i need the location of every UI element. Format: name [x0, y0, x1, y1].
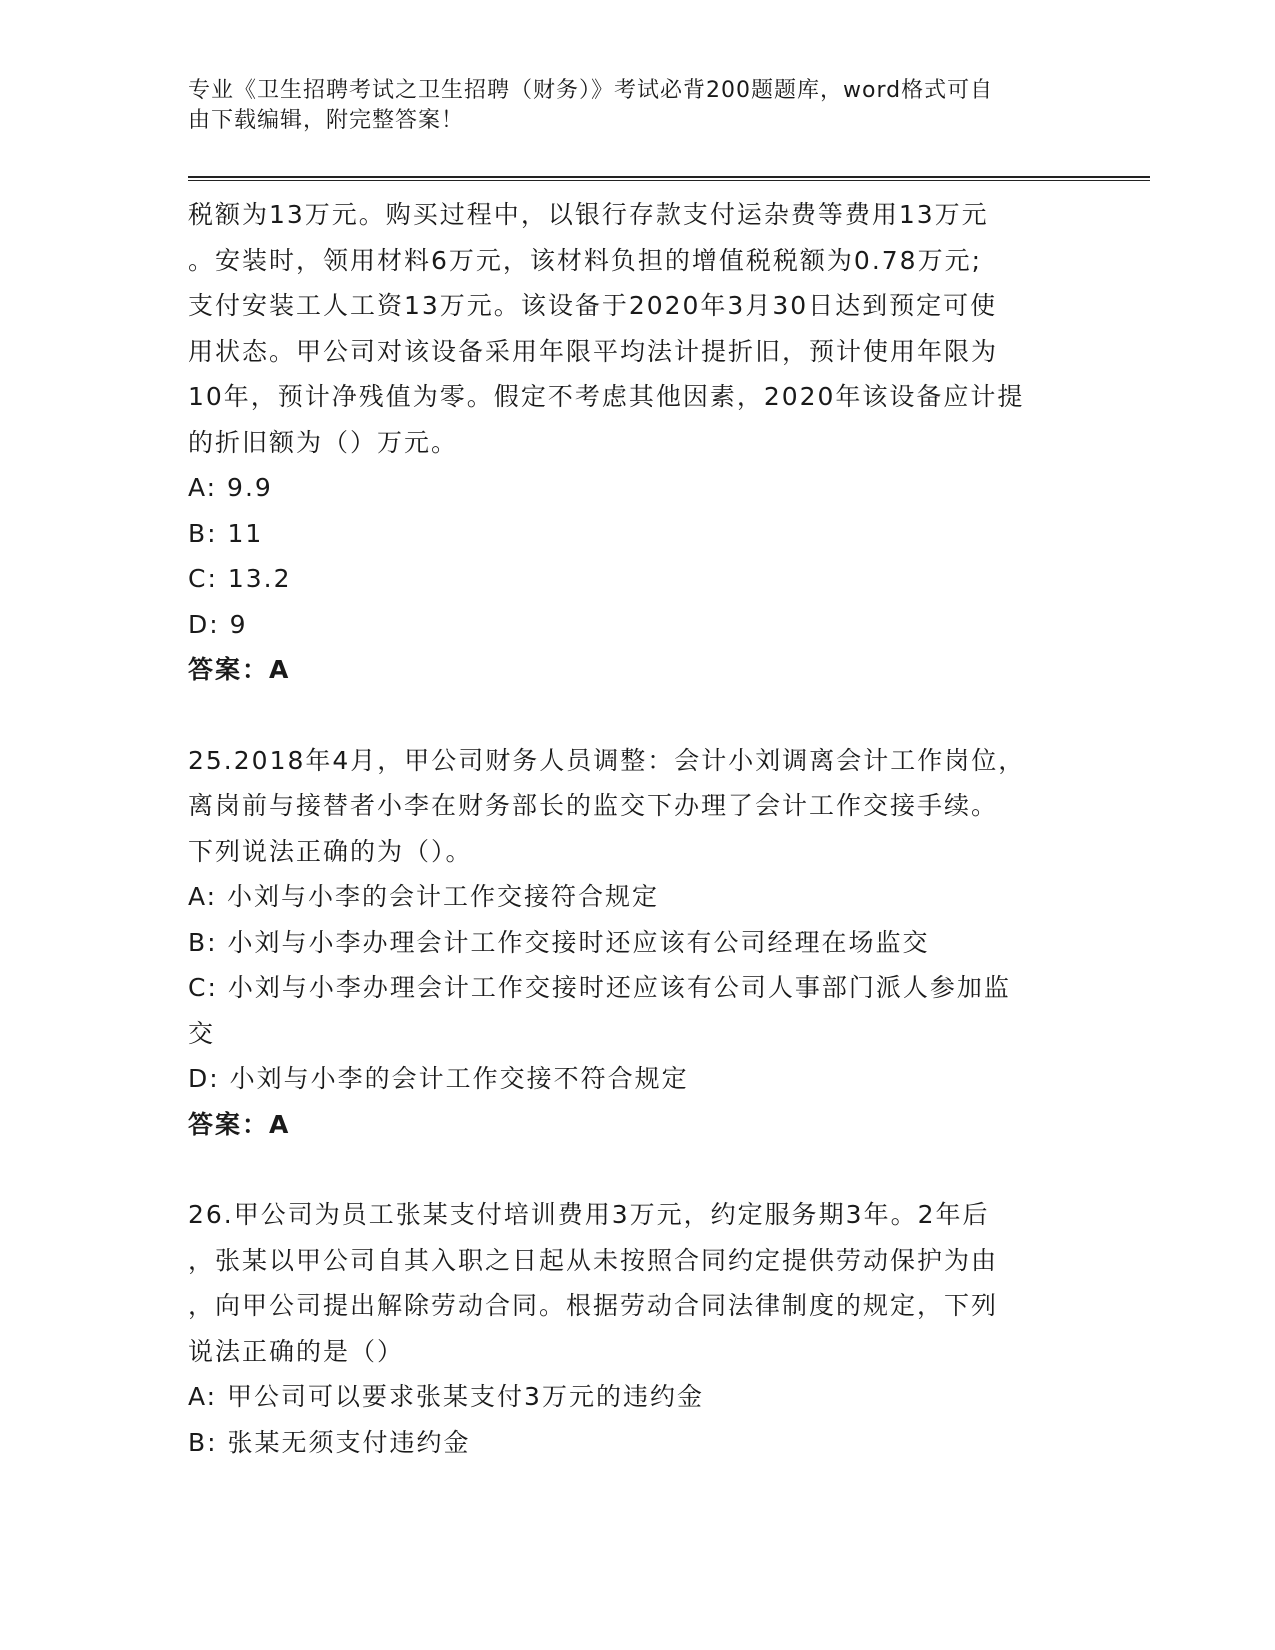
- option-a: A: 9.9: [188, 473, 273, 502]
- option-c: C: 13.2: [188, 564, 292, 593]
- header-divider: [188, 176, 1150, 181]
- question-stem-line: 。安装时，领用材料6万元，该材料负担的增值税税额为0.78万元;: [188, 245, 982, 275]
- question-25: [188, 738, 1088, 1148]
- question-stem-line: ，向甲公司提出解除劳动合同。根据劳动合同法律制度的规定，下列: [188, 1291, 999, 1320]
- option-a: A: 甲公司可以要求张某支付3万元的违约金: [188, 1382, 704, 1411]
- option-b: B: 小刘与小李办理会计工作交接时还应该有公司经理在场监交: [188, 927, 930, 957]
- question-stem-line: 的折旧额为（）万元。: [188, 427, 459, 457]
- question-stem-line: 支付安装工人工资13万元。该设备于2020年3月30日达到预定可使: [188, 291, 998, 320]
- option-d: D: 小刘与小李的会计工作交接不符合规定: [188, 1064, 689, 1093]
- option-d: D: 9: [188, 609, 248, 639]
- question-stem-line: ，张某以甲公司自其入职之日起从未按照合同约定提供劳动保护为由: [188, 1245, 999, 1275]
- question-stem-line: 说法正确的是（）: [188, 1336, 405, 1366]
- option-a: A: 小刘与小李的会计工作交接符合规定: [188, 882, 660, 911]
- answer-label: 答案：A: [188, 655, 291, 684]
- question-stem-line: 离岗前与接替者小李在财务部长的监交下办理了会计工作交接手续。: [188, 791, 999, 820]
- header-line-2: 由下载编辑，附完整答案！: [188, 108, 465, 133]
- option-c: C: 小刘与小李办理会计工作交接时还应该有公司人事部门派人参加监: [188, 973, 1011, 1002]
- question-content: [188, 192, 1088, 1465]
- question-stem-line: 10年，预计净残值为零。假定不考虑其他因素，2020年该设备应计提: [188, 382, 1025, 411]
- header-line-1: 专业《卫生招聘考试之卫生招聘（财务）》考试必背200题题库，word格式可自: [188, 78, 994, 103]
- question-stem-line: 下列说法正确的为（）。: [188, 836, 473, 866]
- spacer: [188, 1147, 1088, 1192]
- question-stem-line: 税额为13万元。购买过程中，以银行存款支付运杂费等费用13万元: [188, 200, 989, 229]
- option-b: B: 11: [188, 518, 264, 548]
- question-stem-line: 26.甲公司为员工张某支付培训费用3万元，约定服务期3年。2年后: [188, 1200, 990, 1229]
- question-24: [188, 192, 1088, 693]
- answer-label: 答案：A: [188, 1109, 291, 1139]
- option-c-continued: 交: [188, 1018, 216, 1048]
- option-b: B: 张某无须支付违约金: [188, 1427, 471, 1457]
- question-stem-line: 用状态。甲公司对该设备采用年限平均法计提折旧，预计使用年限为: [188, 336, 999, 366]
- question-26: [188, 1192, 1088, 1465]
- page-header: [188, 76, 1068, 136]
- spacer: [188, 693, 1088, 738]
- question-stem-line: 25.2018年4月，甲公司财务人员调整：会计小刘调离会计工作岗位，: [188, 745, 1026, 775]
